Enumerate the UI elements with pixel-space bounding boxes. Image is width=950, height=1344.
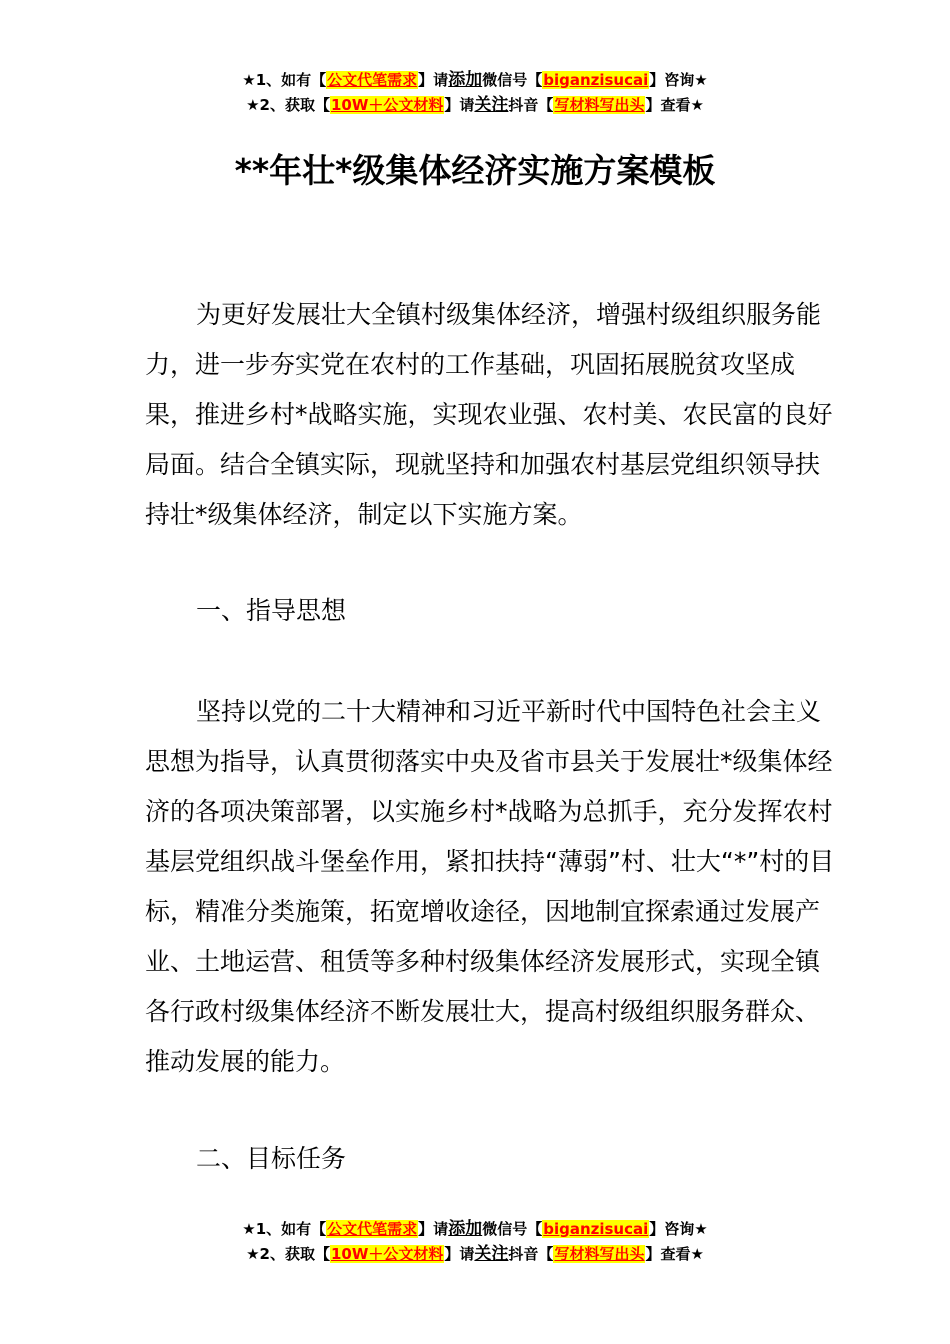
section-heading-goals: 二、目标任务 [196, 1144, 347, 1173]
guiding-thought-paragraph: 坚持以党的二十大精神和习近平新时代中国特色社会主义思想为指导，认真贯彻落实中央及省市县关于发展壮*级集体经济的各项决策部署，以实施乡村*战略为总抓手，充分发挥农村基层党组织战斗堡垒作用，紧扣扶持“薄弱”村、壮大“*”村的目标，精准分类施策，拓宽增收途径，因地制宜探索通过发展产业、土地运营、租赁等多种村级集体经济发展形式，实现全镇各行政村级集体经济不断发展壮大，提高村级组织服务群众、推动发展的能力。 [145, 697, 835, 1076]
banner-text: 】请 [444, 1245, 475, 1263]
banner-douyin-name: 写材料写出头 [554, 1245, 645, 1263]
banner-text: 】查看★ [645, 96, 704, 114]
section-1-body [145, 687, 835, 1087]
banner-text: 】请 [418, 71, 449, 89]
header-banner [0, 68, 950, 118]
section-heading-guiding-thought: 一、指导思想 [196, 596, 347, 625]
banner-wechat-id: biganzisucai [543, 71, 649, 89]
banner-line-1 [0, 68, 950, 93]
document-title: **年壮*级集体经济实施方案模板 [234, 151, 716, 190]
footer-banner [0, 1217, 950, 1267]
section-1 [145, 586, 835, 636]
banner-text: 】请 [444, 96, 475, 114]
banner-emphasis: 添加 [448, 70, 483, 90]
section-2 [145, 1134, 835, 1184]
banner-highlight: 公文代笔需求 [327, 71, 418, 89]
banner-text: 】咨询★ [649, 1220, 708, 1238]
banner-text: 】咨询★ [649, 71, 708, 89]
banner-line-2 [0, 1242, 950, 1267]
banner-emphasis: 添加 [448, 1219, 483, 1239]
banner-text: 抖音【 [508, 1245, 554, 1263]
banner-text: ★1、如有【 [242, 71, 327, 89]
banner-emphasis: 关注 [474, 1244, 509, 1264]
banner-highlight: 10W＋公文材料 [330, 96, 444, 114]
banner-text: 】请 [418, 1220, 449, 1238]
banner-text: ★1、如有【 [242, 1220, 327, 1238]
banner-text: 微信号【 [482, 71, 543, 89]
banner-highlight: 公文代笔需求 [327, 1220, 418, 1238]
banner-text: ★2、获取【 [246, 96, 330, 114]
banner-douyin-name: 写材料写出头 [554, 96, 645, 114]
banner-wechat-id: biganzisucai [543, 1220, 649, 1238]
banner-line-1 [0, 1217, 950, 1242]
intro-section [145, 290, 835, 540]
intro-paragraph: 为更好发展壮大全镇村级集体经济，增强村级组织服务能力，进一步夯实党在农村的工作基础，巩固拓展脱贫攻坚成果，推进乡村*战略实施，实现农业强、农村美、农民富的良好局面。结合全镇实际，现就坚持和加强农村基层党组织领导扶持壮*级集体经济，制定以下实施方案。 [145, 300, 833, 529]
banner-line-2 [0, 93, 950, 118]
banner-text: ★2、获取【 [246, 1245, 330, 1263]
banner-emphasis: 关注 [474, 95, 509, 115]
banner-text: 微信号【 [482, 1220, 543, 1238]
banner-text: 抖音【 [508, 96, 554, 114]
banner-text: 】查看★ [645, 1245, 704, 1263]
banner-highlight: 10W＋公文材料 [330, 1245, 444, 1263]
